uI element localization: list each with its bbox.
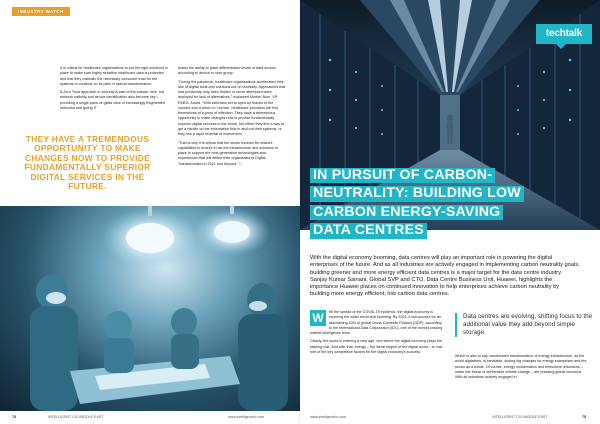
highlight-quote: Data centres are evolving, shifting focus to the additional value they add beyond simple storage. bbox=[455, 313, 593, 337]
surgeon-figure bbox=[238, 283, 288, 411]
surgeon-head bbox=[171, 308, 197, 336]
surgical-lamp bbox=[214, 221, 250, 243]
paragraph: Clearly, the world is entering a new age, one where the digital economy plays the starring role. And with that, energy – the literal engine of the digital world – is now one of the key competitive factors for the digital economy’s success. bbox=[310, 339, 443, 354]
pull-quote: THEY HAVE A TREMENDOUS OPPORTUNITY TO MAKE CHANGES NOW TO PROVIDE FUNDAMENTALLY SUPERIOR DIGITAL SERVICES IN THE FUTURE. bbox=[24, 134, 151, 192]
left-folio bbox=[0, 411, 300, 424]
left-column-2 bbox=[178, 66, 286, 170]
standfirst: With the digital economy booming, data centres will play an important role in powering the digital enterprises of the future. And as all industries are actively engaged in implementing carbon neutrality goals, building greener and more energy efficient data centres is a major target for the data centre industry. Sanjay Kumar Sainani, Global SVP and CTO, Data Centre Business Unit, Huawei, highlights the importance Huawei places on continued innovation to help enterprises achieve carbon neutrality by building more energy efficient, low carbon data centres. bbox=[310, 255, 580, 298]
page-number: 75 bbox=[582, 415, 586, 419]
paragraph: “That is why it is critical that the sector evolves its network capabilities to ensure it has the infrastructure and solutions in place to support the next-generation technologies and experiences that will define their organisation’s Digital Transformation in 2021 and beyond.” □ bbox=[178, 140, 278, 166]
website[interactable]: www.intelligentcio.com bbox=[228, 415, 265, 419]
techtalk-logo: techtalk bbox=[536, 24, 592, 44]
paragraph: It is critical for healthcare organisations to put the right solutions in place to make sure highly sensitive healthcare data is protected and that they maintain the necessary consumer trust for the systems to continue on its path of radical transformation. bbox=[60, 66, 168, 86]
headline-line: IN PURSUIT OF CARBON- bbox=[310, 168, 495, 183]
paragraph: “During the pandemic, healthcare organisations accelerated their use of digital tools and solutions out of necessity. Approaches that had previously only been trialled or never attempted were deployed for lack of alternatives,” explained Morten Illum, VP EMEA, Aruba. “With clinicians set to open up thanks to the vaccine and a return to ‘normal’, healthcare providers will find themselves at a point of inflection. They have a tremendous opportunity to make changes now to provide fundamentally superior digital services in the future, but either they find a way to get a handle on the information flow in and out their systems, or they risk a rapid reversal of momentum. bbox=[178, 79, 286, 137]
paragraph: teams the ability to grant differentiated levels of data access according to device or user group. bbox=[178, 66, 276, 76]
right-page bbox=[300, 0, 600, 424]
surgical-lamp bbox=[126, 223, 174, 253]
section-tag: INDUSTRY WATCH bbox=[12, 7, 70, 16]
surgery-illustration bbox=[0, 206, 300, 411]
headline-line: NEUTRALITY: BUILDING LOW bbox=[310, 186, 524, 201]
paragraph-text: ith the spread of the COVID-19 epidemic, the digital economy is booming the wider trend and booming. By 2023, it will account for an astonishing 63% of global Gross Domestic Product (GDP), according to the International Data Corporation (IDC), one of the world’s leading market intelligence firms. bbox=[310, 310, 443, 335]
surgeon-head bbox=[104, 311, 132, 341]
headline-line: DATA CENTRES bbox=[310, 223, 427, 238]
issue-name: INTELLIGENT CIO MIDDLE EAST bbox=[492, 415, 548, 419]
right-folio bbox=[300, 411, 600, 424]
issue-name: INTELLIGENT CIO MIDDLE EAST bbox=[48, 415, 104, 419]
paragraph: Which is also to say: accelerated transformation of energy infrastructure, as the world digitalises, is inevitable, driving big changes for energy enterprises and the sector as a whole. Of course, energy conservation and emissions reductions – under the threat of irreversible climate change – are pressing global concerns. With all industries actively engaged in bbox=[455, 354, 587, 379]
website[interactable]: www.intelligentcio.com bbox=[310, 415, 347, 419]
body-column bbox=[310, 310, 445, 358]
paragraph: A Zero Trust approach to security is part of the answer here, but network visibility and device identification also become key – providing a single-pane-of-glass view of increasingly fragmented networks and giving IT bbox=[60, 90, 165, 110]
headline-line: CARBON ENERGY-SAVING bbox=[310, 205, 503, 220]
drop-cap: W bbox=[310, 310, 326, 326]
side-column bbox=[455, 354, 590, 380]
surgeon-figure bbox=[30, 274, 78, 411]
left-column-1 bbox=[60, 66, 170, 114]
surgery-photo bbox=[0, 206, 300, 411]
page-number: 74 bbox=[12, 415, 16, 419]
article-headline bbox=[310, 166, 521, 240]
paragraph bbox=[310, 310, 445, 336]
